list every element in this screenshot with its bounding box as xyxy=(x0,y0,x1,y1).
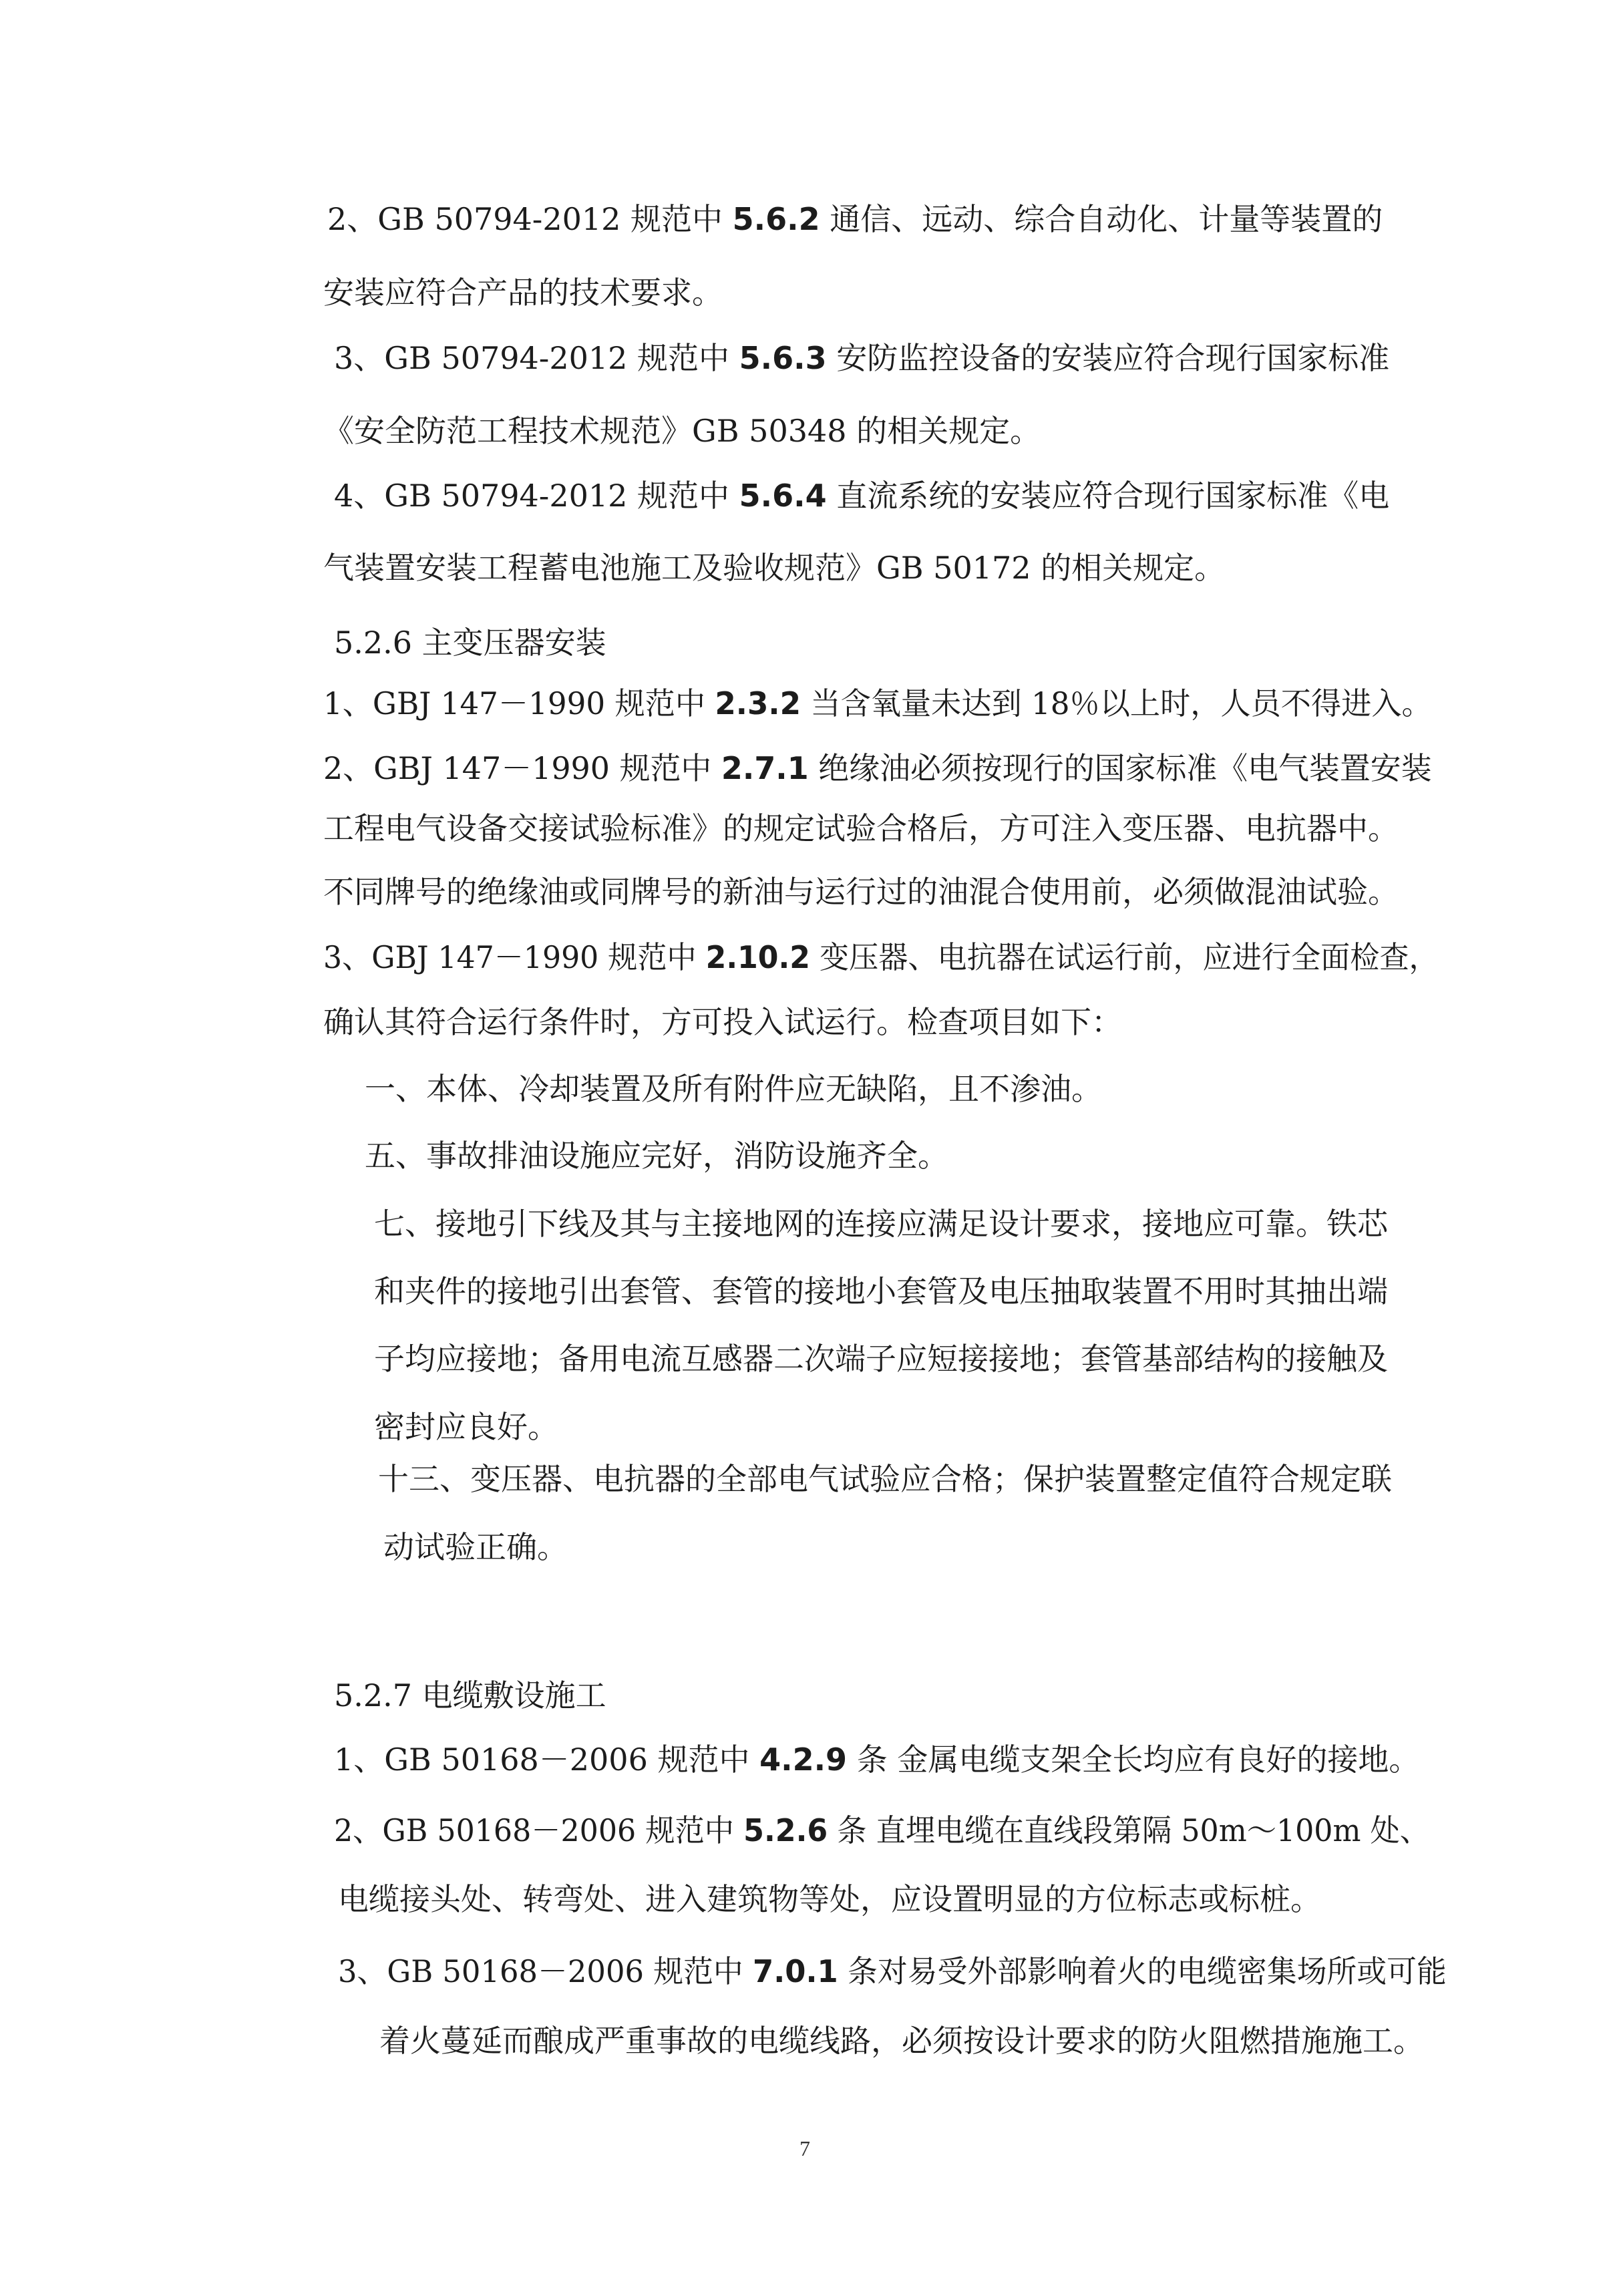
text-line xyxy=(374,1407,1443,1447)
text-segment: 工程电气设备交接试验标准》的规定试验合格后，方可注入变压器、电抗器中。 xyxy=(323,810,1399,846)
text-segment: 3、GBJ 147－1990 规范中 xyxy=(323,939,706,975)
text-line xyxy=(323,1002,1432,1042)
text-line xyxy=(323,872,1432,912)
text-segment: 条 直埋电缆在直线段第隔 50m～100m 处、 xyxy=(828,1812,1430,1848)
text-segment: 动试验正确。 xyxy=(383,1529,568,1565)
text-segment: 3、GB 50168－2006 规范中 xyxy=(338,1953,753,1989)
section-heading xyxy=(334,623,1423,663)
text-segment: 2、GBJ 147－1990 规范中 xyxy=(323,750,721,786)
text-segment: 电缆接头处、转弯处、进入建筑物等处，应设置明显的方位标志或标桩。 xyxy=(338,1881,1321,1917)
text-line xyxy=(334,1810,1430,1850)
text-segment: 4、GB 50794-2012 规范中 xyxy=(334,478,739,514)
text-segment: 条 金属电缆支架全长均应有良好的接地。 xyxy=(847,1742,1420,1778)
text-segment: 1、GBJ 147－1990 规范中 xyxy=(323,685,715,721)
clause-number: 5.6.2 xyxy=(732,201,820,237)
page-number: 7 xyxy=(799,2136,810,2160)
text-segment: 条对易受外部影响着火的电缆密集场所或可能 xyxy=(838,1953,1447,1989)
text-segment: 着火蔓延而酿成严重事故的电缆线路，必须按设计要求的防火阻燃措施施工。 xyxy=(379,2023,1424,2059)
text-line xyxy=(378,1459,1443,1499)
text-segment: 一、本体、冷却装置及所有附件应无缺陷，且不渗油。 xyxy=(365,1071,1102,1107)
text-line xyxy=(323,411,1419,451)
text-segment: 2、GB 50168－2006 规范中 xyxy=(334,1812,744,1848)
text-segment: 5.2.6 主变压器安装 xyxy=(334,625,606,661)
text-segment: 七、接地引下线及其与主接地网的连接应满足设计要求，接地应可靠。铁芯 xyxy=(374,1206,1388,1242)
text-line xyxy=(323,273,1419,313)
text-line xyxy=(323,808,1432,848)
text-segment: 子均应接地；备用电流互感器二次端子应短接接地；套管基部结构的接触及 xyxy=(374,1341,1388,1377)
text-line xyxy=(323,683,1432,723)
clause-number: 5.6.4 xyxy=(739,478,827,514)
text-segment: 十三、变压器、电抗器的全部电气试验应合格；保护装置整定值符合规定联 xyxy=(378,1461,1392,1497)
text-segment: 绝缘油必须按现行的国家标准《电气装置安装 xyxy=(808,750,1432,786)
text-line xyxy=(323,748,1430,788)
text-line xyxy=(334,338,1423,378)
text-segment: 2、GB 50794-2012 规范中 xyxy=(327,201,733,237)
text-segment: 通信、远动、综合自动化、计量等装置的 xyxy=(820,201,1383,237)
text-line xyxy=(365,1069,1420,1109)
clause-number: 7.0.1 xyxy=(753,1953,838,1989)
text-line xyxy=(323,548,1419,588)
text-segment: 安防监控设备的安装应符合现行国家标准 xyxy=(826,340,1390,376)
text-line xyxy=(327,199,1423,239)
text-line xyxy=(338,1951,1447,1991)
text-line xyxy=(383,1527,1439,1567)
text-line xyxy=(365,1136,1420,1176)
text-segment: 变压器、电抗器在试运行前，应进行全面检查， xyxy=(810,939,1439,975)
clause-number: 4.2.9 xyxy=(759,1742,848,1778)
text-line xyxy=(323,937,1439,977)
text-line xyxy=(334,476,1423,516)
text-segment: 安装应符合产品的技术要求。 xyxy=(323,275,723,311)
text-line xyxy=(379,2021,1448,2061)
text-segment: 1、GB 50168－2006 规范中 xyxy=(334,1742,760,1778)
clause-number: 2.7.1 xyxy=(721,750,809,786)
text-segment: 气装置安装工程蓄电池施工及验收规范》GB 50172 的相关规定。 xyxy=(323,550,1226,586)
clause-number: 2.10.2 xyxy=(705,939,810,975)
text-line xyxy=(334,1740,1429,1780)
clause-number: 5.6.3 xyxy=(739,340,827,376)
text-segment: 5.2.7 电缆敷设施工 xyxy=(334,1677,606,1713)
text-line xyxy=(374,1271,1443,1311)
text-segment: 当含氧量未达到 18％以上时，人员不得进入。 xyxy=(801,685,1432,721)
text-line xyxy=(374,1339,1443,1379)
text-segment: 和夹件的接地引出套管、套管的接地小套管及电压抽取装置不用时其抽出端 xyxy=(374,1273,1388,1309)
text-segment: 密封应良好。 xyxy=(374,1409,558,1445)
text-segment: 《安全防范工程技术规范》GB 50348 的相关规定。 xyxy=(323,413,1041,449)
text-line xyxy=(374,1204,1443,1244)
text-segment: 确认其符合运行条件时，方可投入试运行。检查项目如下： xyxy=(323,1004,1122,1040)
clause-number: 2.3.2 xyxy=(715,685,801,721)
section-heading xyxy=(334,1675,1423,1715)
text-line xyxy=(338,1879,1433,1919)
text-segment: 直流系统的安装应符合现行国家标准《电 xyxy=(826,478,1390,514)
text-segment: 3、GB 50794-2012 规范中 xyxy=(334,340,739,376)
clause-number: 5.2.6 xyxy=(743,1812,828,1848)
text-segment: 不同牌号的绝缘油或同牌号的新油与运行过的油混合使用前，必须做混油试验。 xyxy=(323,874,1399,910)
text-segment: 五、事故排油设施应完好，消防设施齐全。 xyxy=(365,1138,948,1174)
